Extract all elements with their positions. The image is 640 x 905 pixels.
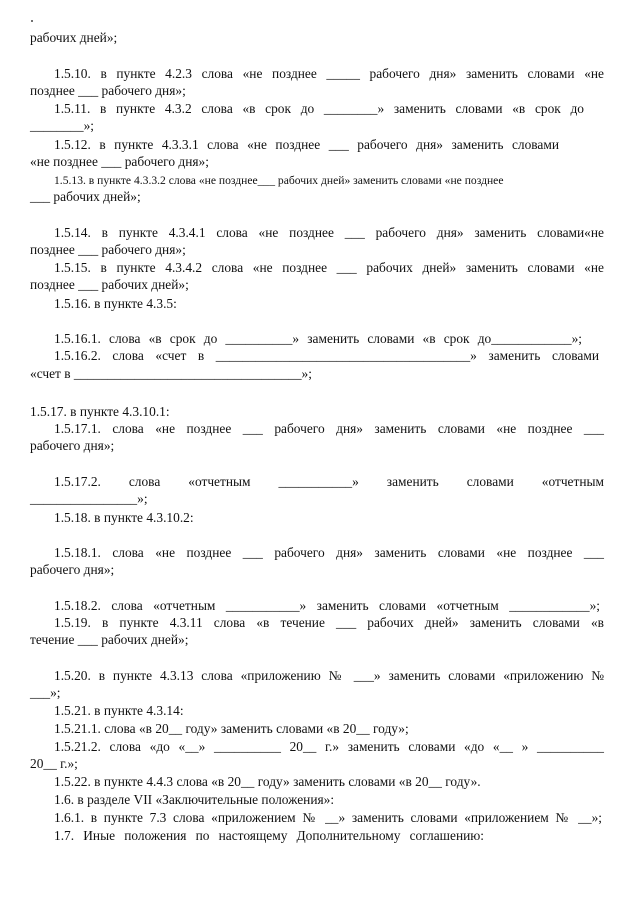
text-line: 1.5.18.2. слова «отчетным ___________» заменить словами «отчетным ____________»; [54,598,600,613]
text-line: 1.6. в разделе VII «Заключительные положения»: [54,792,335,807]
text-line: 1.5.20. в пункте 4.3.13 слова «приложению № ___» заменить словами «приложению № [54,668,604,683]
text-line: 1.6.1. в пункте 7.3 слова «приложением № __» заменить словами «приложением № __»; [54,810,602,825]
text-line: 1.5.21.2. слова «до «__» __________ 20__ г.» заменить словами «до «__ » __________ [54,739,604,754]
text-line: ___ рабочих дней»; [30,189,141,204]
scan-speck [31,20,33,22]
text-line: 1.7. Иные положения по настоящему Дополнительному соглашению: [54,828,484,843]
text-line: 1.5.22. в пункте 4.4.3 слова «в 20__ году» заменить словами «в 20__ году». [54,774,481,789]
text-line: течение ___ рабочих дней»; [30,632,189,647]
text-line: 1.5.17.1. слова «не позднее ___ рабочего дня» заменить словами «не позднее ___ [54,421,604,436]
text-line: 1.5.13. в пункте 4.3.3.2 слова «не позднее___ рабочих дней» заменить словами «не позднее [54,174,504,187]
text-line: ________»; [30,118,94,133]
text-line: 1.5.16.1. слова «в срок до __________» заменить словами «в срок до____________»; [54,331,582,346]
text-line: 1.5.11. в пункте 4.3.2 слова «в срок до ________» заменить словами «в срок до [54,101,584,116]
text-line: 1.5.14. в пункте 4.3.4.1 слова «не позднее ___ рабочего дня» заменить словами«не [54,225,604,240]
text-line: 20__ г.»; [30,756,78,771]
text-line: 1.5.17. в пункте 4.3.10.1: [30,404,170,419]
text-line: 1.5.18. в пункте 4.3.10.2: [54,510,194,525]
text-line: 1.5.12. в пункте 4.3.3.1 слова «не позднее ___ рабочего дня» заменить словами [54,137,559,152]
text-line: 1.5.19. в пункте 4.3.11 слова «в течение ___ рабочих дней» заменить словами «в [54,615,604,630]
text-line: ___»; [30,685,61,700]
text-line: рабочего дня»; [30,438,115,453]
text-line: позднее ___ рабочих дней»; [30,277,189,292]
text-line: позднее ___ рабочего дня»; [30,83,186,98]
text-line: рабочего дня»; [30,562,115,577]
text-line: 1.5.10. в пункте 4.2.3 слова «не позднее _____ рабочего дня» заменить словами «не [54,66,604,81]
text-line: 1.5.21.1. слова «в 20__ году» заменить словами «в 20__ году»; [54,721,409,736]
text-line: 1.5.16. в пункте 4.3.5: [54,296,177,311]
text-line: позднее ___ рабочего дня»; [30,242,186,257]
text-line: «счет в __________________________________»; [30,366,312,381]
text-line: 1.5.21. в пункте 4.3.14: [54,703,184,718]
text-line: рабочих дней»; [30,30,118,45]
text-line: «не позднее ___ рабочего дня»; [30,154,209,169]
text-line: 1.5.16.2. слова «счет в ______________________________________» заменить словами [54,348,599,363]
text-line: 1.5.18.1. слова «не позднее ___ рабочего дня» заменить словами «не позднее ___ [54,545,604,560]
text-line: 1.5.15. в пункте 4.3.4.2 слова «не позднее ___ рабочих дней» заменить словами «не [54,260,604,275]
text-line: ________________»; [30,491,148,506]
text-line: 1.5.17.2. слова «отчетным ___________» заменить словами «отчетным [54,474,604,489]
